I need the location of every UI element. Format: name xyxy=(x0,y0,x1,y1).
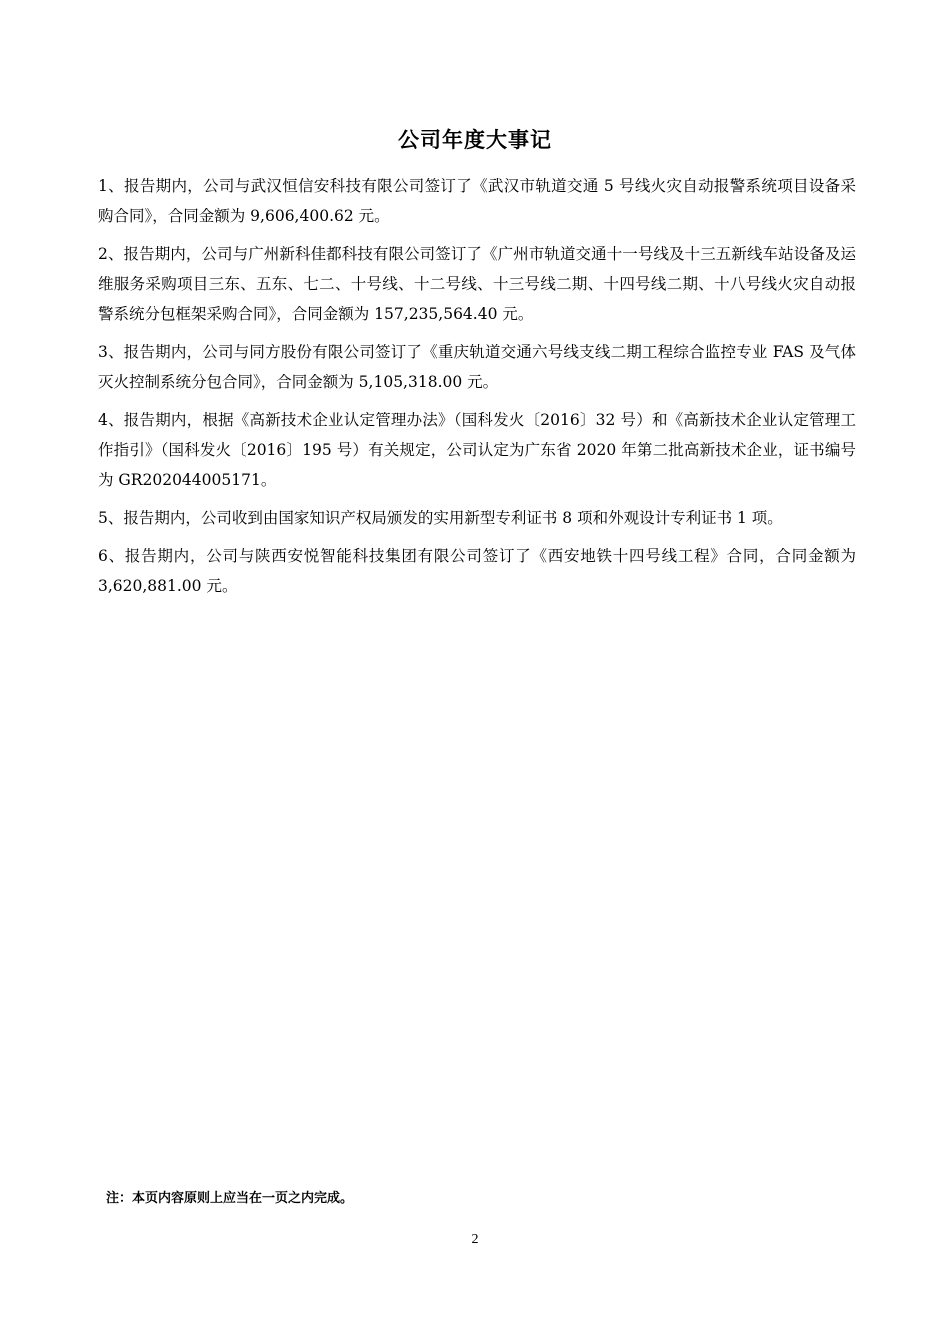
page-number: 2 xyxy=(471,1232,479,1247)
page-title: 公司年度大事记 xyxy=(398,128,552,152)
event-list xyxy=(98,171,856,609)
event-item-3: 3、报告期内，公司与同方股份有限公司签订了《重庆轨道交通六号线支线二期工程综合监控专业 FAS 及气体灭火控制系统分包合同》，合同金额为 5,105,318.00 元。 xyxy=(98,343,856,391)
footnote: 注：本页内容原则上应当在一页之内完成。 xyxy=(106,1191,354,1206)
event-item-4: 4、报告期内，根据《高新技术企业认定管理办法》（国科发火〔2016〕32 号）和《高新技术企业认定管理工作指引》（国科发火〔2016〕195 号）有关规定，公司认定为广东省 2020 年第二批高新技术企业，证书编号为 GR202044005171。 xyxy=(98,411,856,489)
event-item-6: 6、报告期内，公司与陕西安悦智能科技集团有限公司签订了《西安地铁十四号线工程》合同，合同金额为 3,620,881.00 元。 xyxy=(98,547,856,595)
event-item-2: 2、报告期内，公司与广州新科佳都科技有限公司签订了《广州市轨道交通十一号线及十三五新线车站设备及运维服务采购项目三东、五东、七二、十号线、十二号线、十三号线二期、十四号线二期、十八号线火灾自动报警系统分包框架采购合同》，合同金额为 157,235,564.40 元。 xyxy=(98,245,856,323)
event-item-5: 5、报告期内，公司收到由国家知识产权局颁发的实用新型专利证书 8 项和外观设计专利证书 1 项。 xyxy=(98,509,783,527)
event-item-1: 1、报告期内，公司与武汉恒信安科技有限公司签订了《武汉市轨道交通 5 号线火灾自动报警系统项目设备采购合同》，合同金额为 9,606,400.62 元。 xyxy=(98,177,856,225)
